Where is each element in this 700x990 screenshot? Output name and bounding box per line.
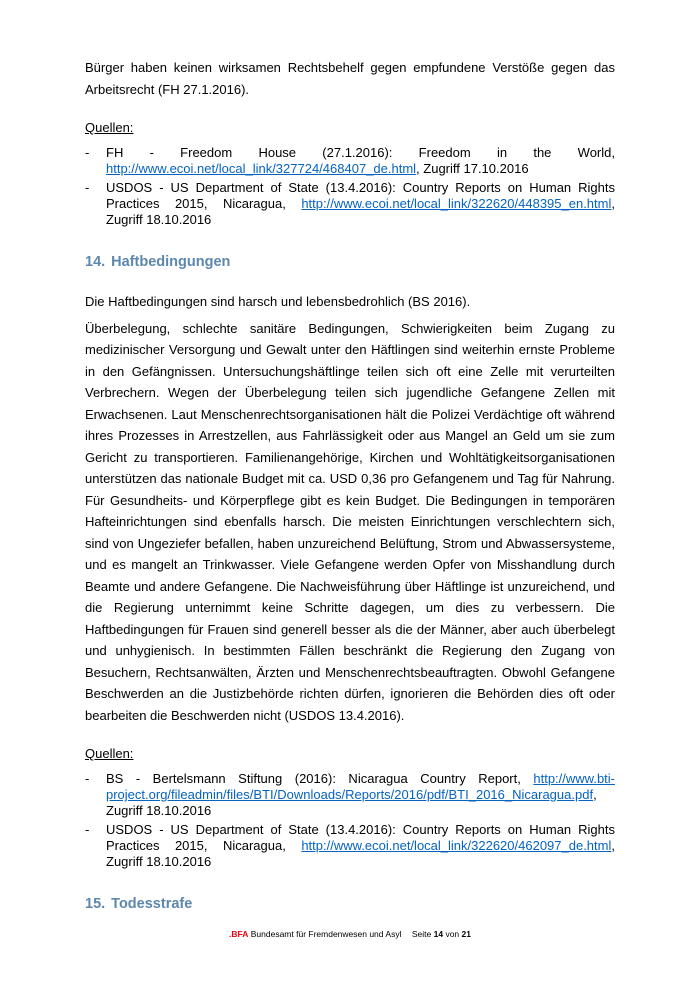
footer-page-total: 21 xyxy=(461,929,471,939)
sources-label-1: Quellen: xyxy=(85,120,134,135)
body-paragraph: Die Haftbedingungen sind harsch und lebensbedrohlich (BS 2016). xyxy=(85,294,471,309)
source-pre-text: BS - Bertelsmann Stiftung (2016): Nicaragua Country Report, xyxy=(106,771,534,786)
source-item xyxy=(85,180,615,228)
page-footer xyxy=(0,929,700,940)
bullet-dash: - xyxy=(85,822,90,837)
source-hyperlink[interactable]: http://www.bti-project.org/fileadmin/files/BTI/Downloads/Reports/2016/pdf/BTI_2016_Nicaragua.pdf xyxy=(106,771,615,802)
footer-page-label: Seite xyxy=(411,929,432,939)
source-pre-text: USDOS - US Department of State (13.4.2016): Country Reports on Human Rights Practices 2015, Nicaragua, xyxy=(106,822,615,853)
source-text xyxy=(106,822,615,870)
bullet-dash: - xyxy=(85,180,90,195)
sources-label-2: Quellen: xyxy=(85,746,134,761)
source-item xyxy=(85,771,615,819)
source-hyperlink[interactable]: http://www.ecoi.net/local_link/327724/468407_de.html xyxy=(106,161,417,176)
section-title: Todesstrafe xyxy=(111,896,193,912)
body-paragraph: Überbelegung, schlechte sanitäre Bedingungen, Schwierigkeiten beim Zugang zu medizinischer Versorgung und Gewalt unter den Häftlingen sind weiterhin ernste Probleme in den Gefängnissen. Untersuchungshäftlinge teilen sich oft eine Zelle mit verurteilten Verbrechern. Wegen der Überbelegung teilen sich jugendliche Gefangene Zellen mit Erwachsenen. Laut Menschenrechtsorganisationen hält die Polizei Verdächtige oft während ihres Prozesses in Arrestzellen, aus Fahrlässigkeit oder aus Mangel an Geld um sie zum Gericht zu transportieren. Familienangehörige, Kirchen und Wohltätigkeitsorganisationen unterstützen das nationale Budget mit ca. USD 0,36 pro Gefangenem und Tag für Nahrung. Für Gesundheits- und Körperpflege gibt es kein Budget. Die Bedingungen in temporären Hafteinrichtungen sind ebenfalls harsch. Die meisten Einrichtungen verschlechtern sich, sind von Ungeziefer befallen, haben unzureichend Belüftung, Strom und Abwassersysteme, und es mangelt an Trinkwasser. Viele Gefangene werden Opfer von Misshandlung durch Beamte und andere Gefangene. Die Nachweisführung über Häftlinge ist unzureichend, und die Regierung unternimmt keine Schritte dagegen, um dies zu verbessern. Die Haftbedingungen für Frauen sind generell besser als die der Männer, aber auch überbelegt und unhygienisch. In bestimmten Fällen beschränkt die Regierung den Zugang von Besuchern, Rechtsanwälten, Ärzten und Menschenrechtsbeauftragten. Obwohl Gefangene Beschwerden an die Justizbehörde richten dürfen, ignorieren die Behörden dies oft oder bearbeiten die Beschwerden nicht (USDOS 13.4.2016). xyxy=(85,320,615,723)
source-post-text: , Zugriff 18.10.2016 xyxy=(106,787,597,818)
section-title: Haftbedingungen xyxy=(111,254,231,270)
section-heading-15 xyxy=(85,895,615,913)
intro-paragraph: Bürger haben keinen wirksamen Rechtsbehelf gegen empfundene Verstöße gegen das Arbeitsrecht (FH 27.1.2016). xyxy=(85,60,615,97)
bullet-dash: - xyxy=(85,145,90,160)
sources-list-1 xyxy=(85,145,615,228)
section-number: 15. xyxy=(85,896,106,912)
source-hyperlink[interactable]: http://www.ecoi.net/local_link/322620/448395_en.html xyxy=(301,196,612,211)
sources-list-2 xyxy=(85,771,615,870)
source-pre-text: USDOS - US Department of State (13.4.2016): Country Reports on Human Rights Practices 2015, Nicaragua, xyxy=(106,180,615,211)
section-number: 14. xyxy=(85,254,106,270)
source-text xyxy=(106,145,615,177)
source-item xyxy=(85,145,615,177)
section-heading-14 xyxy=(85,253,615,271)
bfa-logo-text: .BFA xyxy=(229,929,249,939)
source-pre-text: FH - Freedom House (27.1.2016): Freedom in the World, xyxy=(106,145,615,160)
source-post-text: , Zugriff 18.10.2016 xyxy=(106,838,615,869)
source-item xyxy=(85,822,615,870)
source-text xyxy=(106,771,615,819)
source-hyperlink[interactable]: http://www.ecoi.net/local_link/322620/462097_de.html xyxy=(301,838,612,853)
source-post-text: , Zugriff 17.10.2016 xyxy=(416,161,529,176)
footer-of-label: von xyxy=(445,929,460,939)
source-text xyxy=(106,180,615,228)
bullet-dash: - xyxy=(85,771,90,786)
footer-org-name: Bundesamt für Fremdenwesen und Asyl xyxy=(250,929,402,939)
source-post-text: , Zugriff 18.10.2016 xyxy=(106,196,615,227)
footer-page-number: 14 xyxy=(433,929,444,939)
